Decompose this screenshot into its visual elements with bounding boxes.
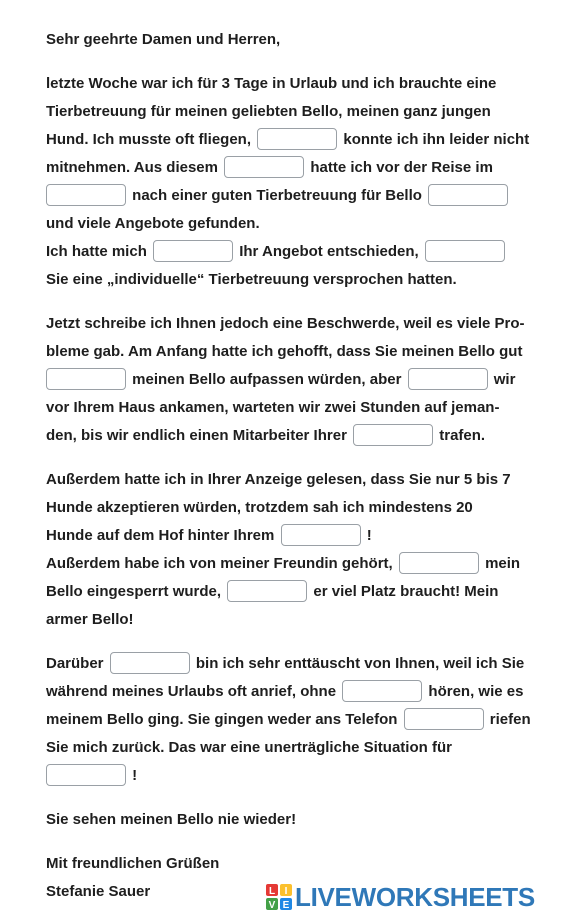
text-segment: Hunde auf dem Hof hinter Ihrem <box>46 527 275 544</box>
logo-text: LIVEWORKSHEETS <box>295 881 535 912</box>
blank-input-12[interactable] <box>227 580 307 602</box>
blank-input-13[interactable] <box>110 652 190 674</box>
blank-input-15[interactable] <box>404 708 484 730</box>
text-segment: nach einer guten Tierbetreuung für Bello <box>132 187 422 204</box>
text-line: armer Bello! <box>46 611 134 628</box>
text-segment: mein <box>485 555 521 572</box>
blank-input-9[interactable] <box>353 424 433 446</box>
blank-input-8[interactable] <box>408 368 488 390</box>
text-line: bleme gab. Am Anfang hatte ich gehofft, dass Sie meinen Bello gut <box>46 343 523 360</box>
text-line <box>46 678 536 706</box>
blank-input-7[interactable] <box>46 368 126 390</box>
text-line <box>46 578 536 606</box>
text-segment: ! <box>366 527 372 544</box>
signature-name: Stefanie Sauer <box>46 883 151 900</box>
text-line <box>46 550 536 578</box>
text-line <box>46 762 536 790</box>
logo-tile-letter: E <box>282 900 290 910</box>
blank-input-11[interactable] <box>399 552 479 574</box>
blank-input-5[interactable] <box>153 240 233 262</box>
text-segment: Außerdem habe ich von meiner Freundin gehört, <box>46 555 393 572</box>
liveworksheets-logo <box>266 882 535 912</box>
text-line <box>46 182 536 210</box>
text-line: letzte Woche war ich für 3 Tage in Urlaub und ich brauchte eine <box>46 75 497 92</box>
text-line <box>46 706 536 734</box>
text-segment: riefen <box>489 711 531 728</box>
text-segment: Darüber <box>46 655 104 672</box>
text-segment: während meines Urlaubs oft anrief, ohne <box>46 683 337 700</box>
text-line: und viele Angebote gefunden. <box>46 215 260 232</box>
liveworksheets-logo-icon <box>266 884 292 910</box>
text-line: Hunde akzeptieren würden, trotzdem sah ich mindestens 20 <box>46 499 473 516</box>
text-segment: konnte ich ihn leider nicht <box>343 131 530 148</box>
text-segment: Bello eingesperrt wurde, <box>46 583 222 600</box>
text-segment: bin ich sehr enttäuscht von Ihnen, weil ich Sie <box>195 655 525 672</box>
text-line <box>46 154 536 182</box>
text-segment: Ihr Angebot entschieden, <box>239 243 419 260</box>
text-line <box>46 522 536 550</box>
closing-paragraph <box>46 806 536 834</box>
text-segment: ! <box>132 767 138 784</box>
text-segment: hatte ich vor der Reise im <box>310 159 493 176</box>
text-line: Sie mich zurück. Das war eine unerträgliche Situation für <box>46 739 452 756</box>
paragraph-3 <box>46 466 536 634</box>
text-segment: er viel Platz braucht! Mein <box>313 583 499 600</box>
letter <box>46 26 536 922</box>
text-line: Sie eine „individuelle“ Tierbetreuung versprochen hatten. <box>46 271 457 288</box>
blank-input-1[interactable] <box>257 128 337 150</box>
logo-tile-letter: V <box>268 900 276 910</box>
text-line <box>46 650 536 678</box>
text-segment: meinen Bello aufpassen würden, aber <box>132 371 402 388</box>
blank-input-6[interactable] <box>425 240 505 262</box>
greeting: Sehr geehrte Damen und Herren, <box>46 31 281 48</box>
text-segment: mitnehmen. Aus diesem <box>46 159 218 176</box>
blank-input-14[interactable] <box>342 680 422 702</box>
paragraph-2 <box>46 310 536 450</box>
blank-input-16[interactable] <box>46 764 126 786</box>
text-line: Jetzt schreibe ich Ihnen jedoch eine Beschwerde, weil es viele Pro- <box>46 315 525 332</box>
text-line <box>46 422 536 450</box>
text-segment: trafen. <box>439 427 486 444</box>
text-segment: Hund. Ich musste oft fliegen, <box>46 131 252 148</box>
greeting-paragraph <box>46 26 536 54</box>
logo-tile-letter: L <box>268 886 276 897</box>
blank-input-4[interactable] <box>428 184 508 206</box>
text-line: vor Ihrem Haus ankamen, warteten wir zwei Stunden auf jeman- <box>46 399 500 416</box>
text-segment: den, bis wir endlich einen Mitarbeiter Ihrer <box>46 427 347 444</box>
closing-line: Sie sehen meinen Bello nie wieder! <box>46 811 297 828</box>
text-segment: Ich hatte mich <box>46 243 147 260</box>
text-line <box>46 238 536 266</box>
text-segment: wir <box>493 371 516 388</box>
text-line: Tierbetreuung für meinen geliebten Bello, meinen ganz jungen <box>46 103 491 120</box>
blank-input-10[interactable] <box>281 524 361 546</box>
text-segment: meinem Bello ging. Sie gingen weder ans Telefon <box>46 711 398 728</box>
text-line <box>46 126 536 154</box>
sign-off: Mit freundlichen Grüßen <box>46 855 220 872</box>
blank-input-3[interactable] <box>46 184 126 206</box>
text-line <box>46 366 536 394</box>
blank-input-2[interactable] <box>224 156 304 178</box>
text-line: Außerdem hatte ich in Ihrer Anzeige gelesen, dass Sie nur 5 bis 7 <box>46 471 511 488</box>
text-segment: hören, wie es <box>428 683 524 700</box>
logo-tile-letter: I <box>284 886 288 897</box>
paragraph-4 <box>46 650 536 790</box>
paragraph-1 <box>46 70 536 294</box>
